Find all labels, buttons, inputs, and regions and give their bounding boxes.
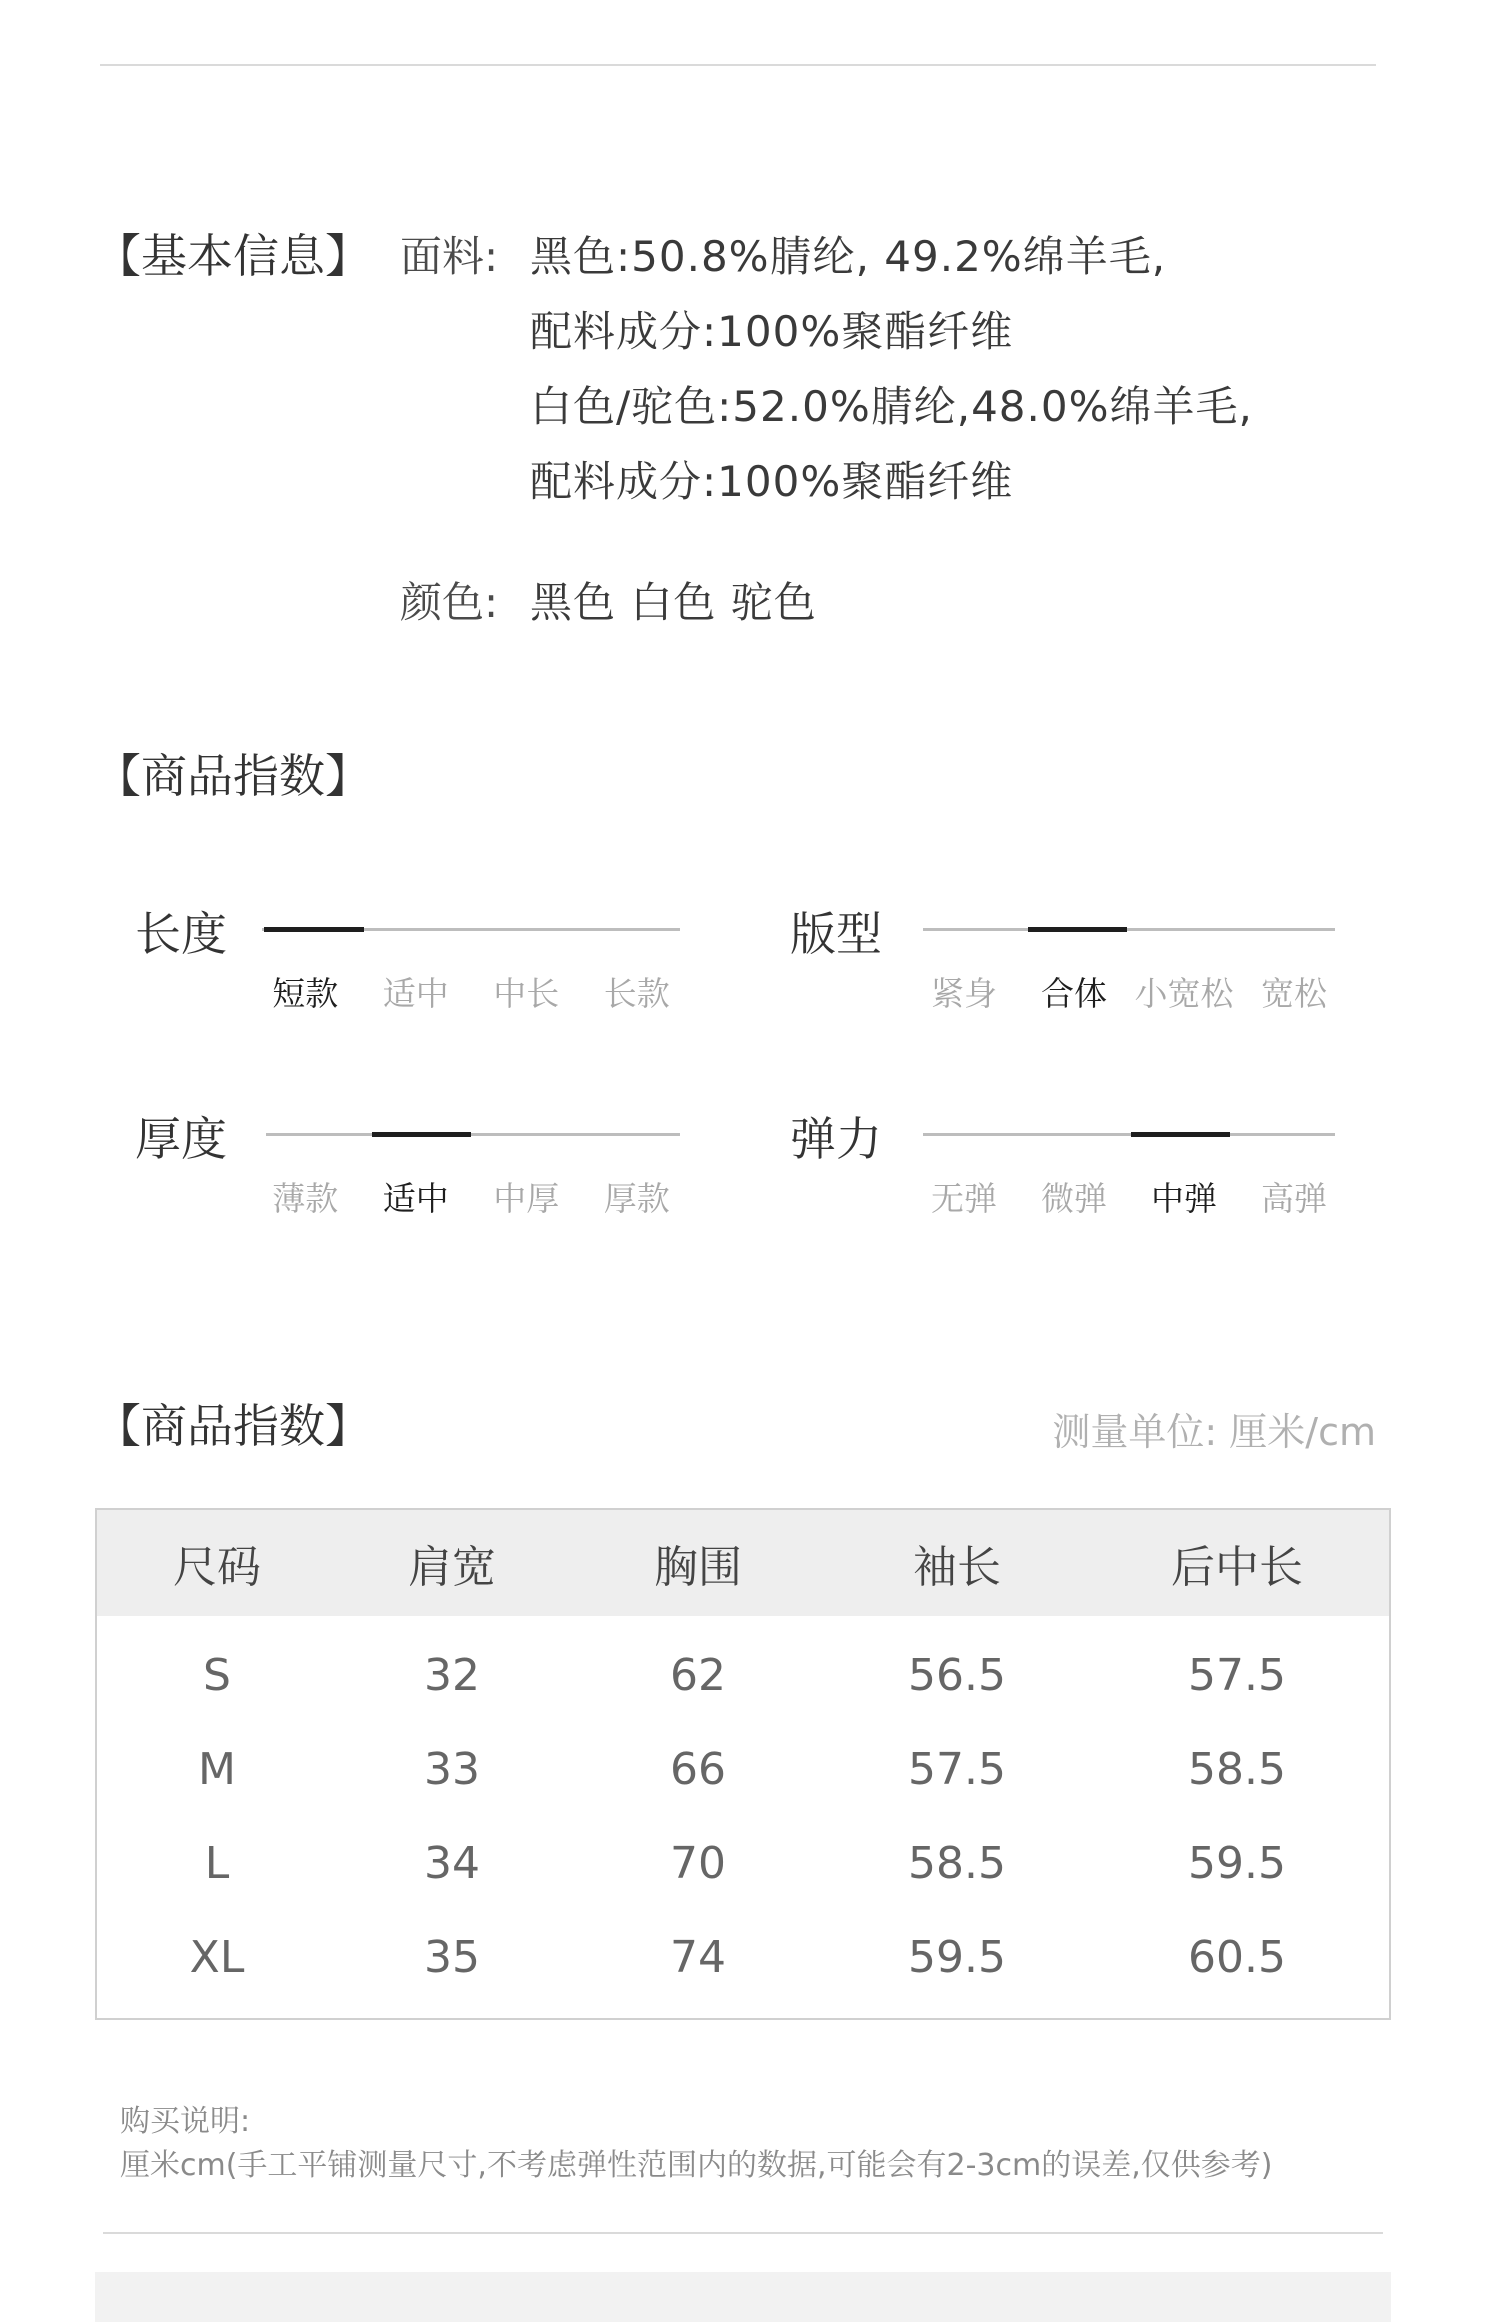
header-size: 尺码: [96, 1509, 337, 1616]
bottom-divider: [103, 2232, 1383, 2234]
metric-name-fit: 版型: [790, 907, 882, 961]
table-row: [96, 1722, 1390, 1816]
option-length-3: 长款: [603, 974, 670, 1013]
metric-track-thickness: [266, 1133, 680, 1136]
cell-back-length: 58.5: [1188, 1743, 1286, 1795]
cell-size: M: [198, 1743, 236, 1795]
fabric-line-2: 配料成分:100%聚酯纤维: [530, 307, 1014, 356]
fabric-line-1: 黑色:50.8%腈纶, 49.2%绵羊毛,: [530, 232, 1167, 281]
cell-shoulder: 34: [424, 1837, 480, 1889]
purchase-note-title: 购买说明:: [120, 2104, 251, 2139]
table-row: [96, 1816, 1390, 1910]
size-table-header: [96, 1509, 1390, 1616]
option-fit-1: 合体: [1041, 974, 1107, 1013]
purchase-note-text: 厘米cm(手工平铺测量尺寸,不考虑弹性范围内的数据,可能会有2-3cm的误差,仅供参考): [120, 2148, 1273, 2183]
color-values: 黑色 白色 驼色: [530, 578, 817, 627]
cell-shoulder: 35: [424, 1931, 480, 1983]
cell-chest: 74: [670, 1931, 726, 1983]
option-fit-0: 紧身: [931, 974, 997, 1013]
cell-sleeve: 56.5: [908, 1649, 1006, 1701]
option-length-0: 短款: [272, 974, 339, 1013]
fabric-label: 面料:: [400, 232, 499, 281]
header-back-length: 后中长: [1085, 1509, 1390, 1616]
metric-track-elasticity: [923, 1133, 1335, 1136]
option-elasticity-1: 微弹: [1041, 1179, 1107, 1218]
cell-sleeve: 59.5: [908, 1931, 1006, 1983]
metric-name-elasticity: 弹力: [790, 1112, 882, 1166]
size-table: [95, 1508, 1391, 2020]
cell-sleeve: 57.5: [908, 1743, 1006, 1795]
header-chest: 胸围: [567, 1509, 829, 1616]
cell-back-length: 59.5: [1188, 1837, 1286, 1889]
option-elasticity-3: 高弹: [1261, 1179, 1327, 1218]
metric-level-elasticity: [1131, 1132, 1230, 1137]
metric-level-fit: [1028, 927, 1127, 932]
option-fit-3: 宽松: [1261, 974, 1327, 1013]
metric-options-fit: [909, 968, 1349, 1015]
metric-track-fit: [923, 928, 1335, 931]
cell-size: S: [203, 1649, 231, 1701]
cell-back-length: 57.5: [1188, 1649, 1286, 1701]
cell-shoulder: 32: [424, 1649, 480, 1701]
unit-label: 测量单位: 厘米/cm: [1052, 1410, 1376, 1454]
size-chart-title: 【商品指数】: [95, 1399, 371, 1453]
metric-level-thickness: [372, 1132, 471, 1137]
metric-options-thickness: [250, 1173, 692, 1220]
cell-shoulder: 33: [424, 1743, 480, 1795]
metric-options-length: [250, 968, 692, 1015]
fabric-line-4: 配料成分:100%聚酯纤维: [530, 457, 1014, 506]
metric-name-thickness: 厚度: [135, 1112, 227, 1166]
cell-chest: 62: [670, 1649, 726, 1701]
header-sleeve: 袖长: [829, 1509, 1085, 1616]
basic-info-title: 【基本信息】: [95, 229, 371, 283]
metric-level-length: [264, 927, 364, 932]
top-divider: [100, 64, 1376, 66]
option-length-2: 中长: [493, 974, 560, 1013]
cell-size: L: [204, 1837, 230, 1889]
header-shoulder: 肩宽: [337, 1509, 567, 1616]
cell-sleeve: 58.5: [908, 1837, 1006, 1889]
table-row: [96, 1910, 1390, 2019]
option-length-1: 适中: [382, 974, 449, 1013]
cell-chest: 70: [670, 1837, 726, 1889]
cell-chest: 66: [670, 1743, 726, 1795]
table-row: [96, 1616, 1390, 1722]
cell-size: XL: [189, 1931, 245, 1983]
option-thickness-0: 薄款: [272, 1179, 339, 1218]
option-elasticity-2: 中弹: [1151, 1179, 1217, 1218]
metric-options-elasticity: [909, 1173, 1349, 1220]
metric-track-length: [262, 928, 680, 931]
color-label: 颜色:: [400, 578, 499, 627]
next-section-bar: [95, 2272, 1391, 2322]
option-fit-2: 小宽松: [1134, 974, 1234, 1013]
product-index-title: 【商品指数】: [95, 749, 371, 803]
option-elasticity-0: 无弹: [931, 1179, 997, 1218]
metric-name-length: 长度: [135, 907, 227, 961]
option-thickness-2: 中厚: [493, 1179, 560, 1218]
fabric-line-3: 白色/驼色:52.0%腈纶,48.0%绵羊毛,: [530, 382, 1253, 431]
option-thickness-1: 适中: [382, 1179, 449, 1218]
cell-back-length: 60.5: [1188, 1931, 1286, 1983]
option-thickness-3: 厚款: [603, 1179, 670, 1218]
